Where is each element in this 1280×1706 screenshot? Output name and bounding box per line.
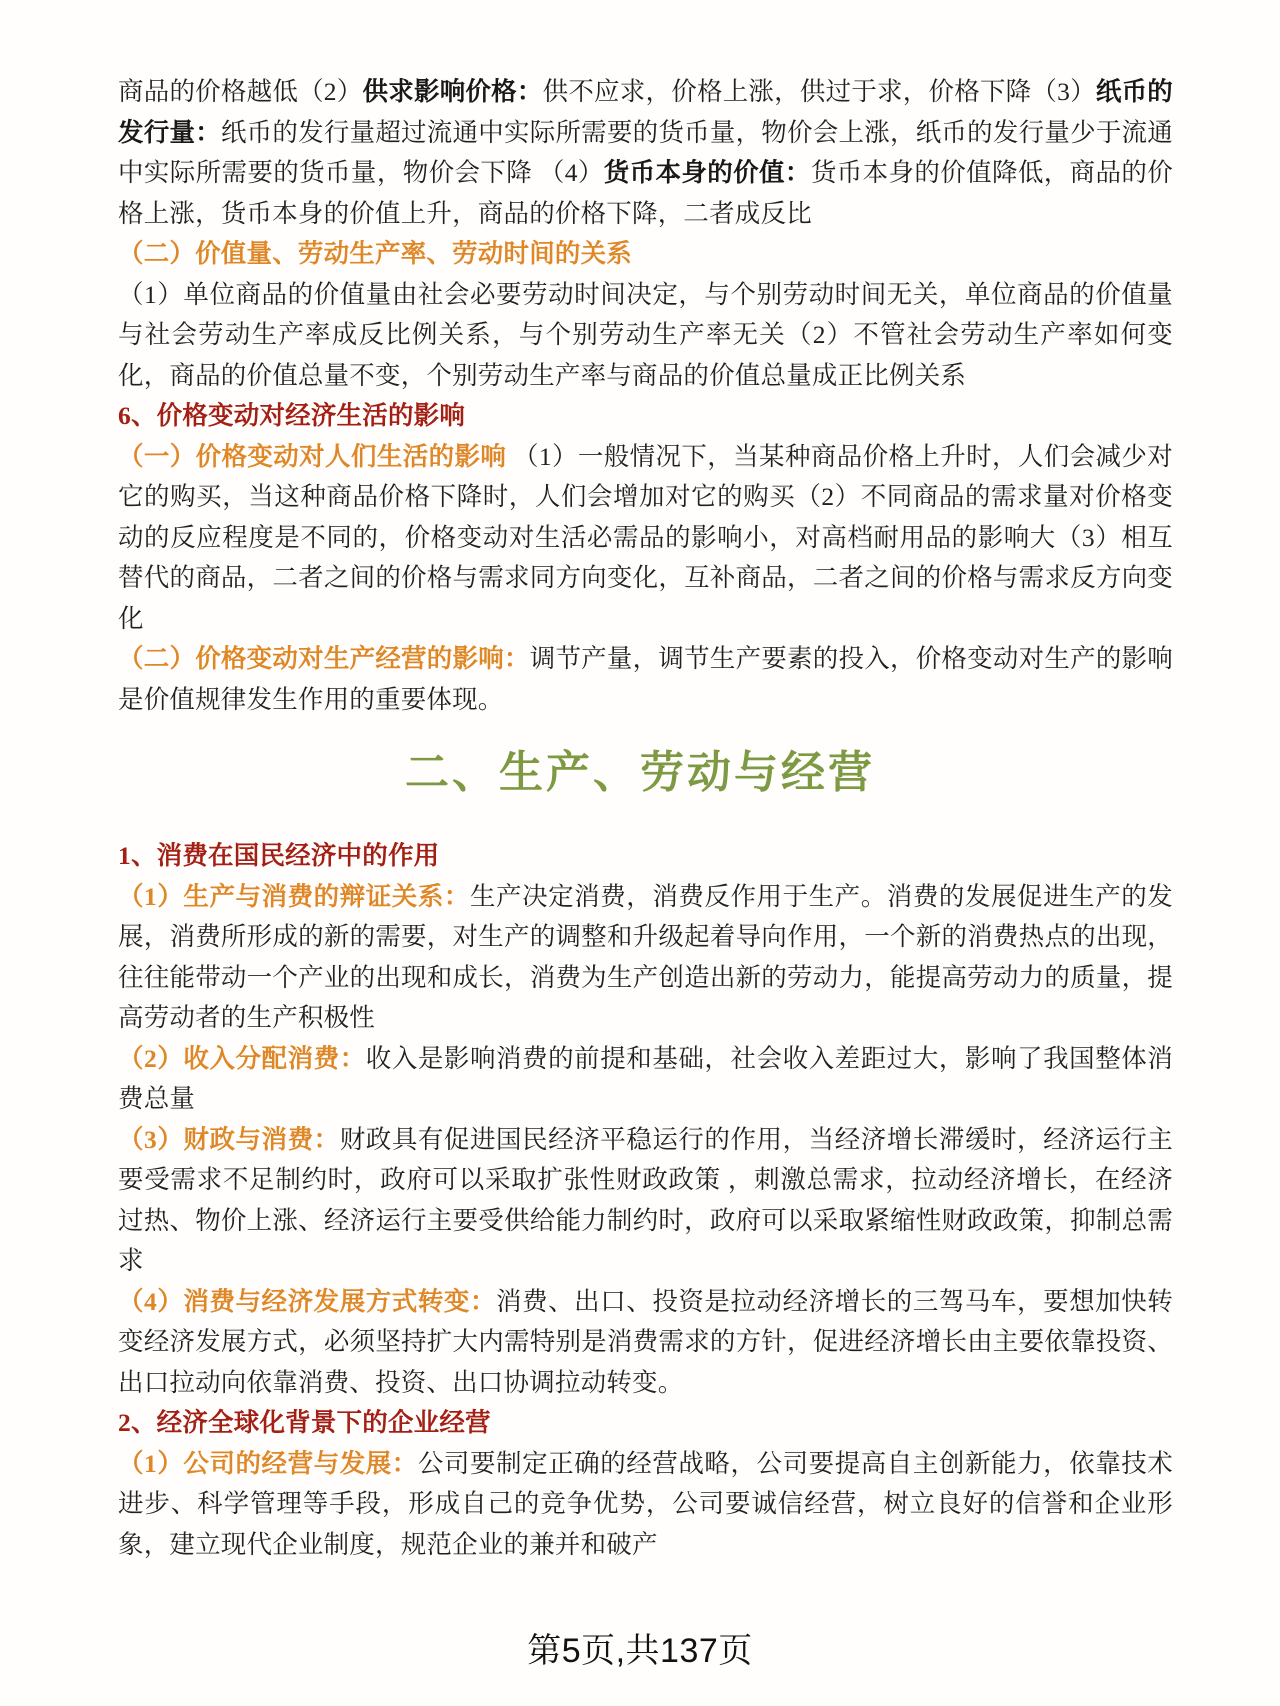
text-income-distribution: 收入是影响消费的前提和基础，社会收入差距过大，影响了我国整体消费总量 [118,1043,1173,1113]
text-company-operation: 公司要制定正确的经营战略，公司要提高自主创新能力，依靠技术进步、科学管理等手段，形成自己的竞争优势，公司要诚信经营，树立良好的信誉和企业形象，建立现代企业制度，规范企业的兼并和破产 [118,1448,1173,1559]
label-development-mode: （4）消费与经济发展方式转变： [118,1286,497,1316]
paragraph-price-factors [118,72,1173,234]
heading-1-consumption-role: 1、消费在国民经济中的作用 [118,841,440,870]
text-run-bold-supply-demand: 供求影响价格： [362,77,543,106]
paragraph-company-operation [118,1444,1173,1566]
paragraph-development-mode [118,1282,1173,1404]
upper-content-block [118,72,1173,720]
text-impact-on-production: 调节产量，调节生产要素的投入，价格变动对生产的影响是价值规律发生作用的重要体现。 [118,644,1173,714]
label-fiscal-consumption: （3）财政与消费： [118,1124,340,1154]
text-production-consumption: 生产决定消费，消费反作用于生产。消费的发展促进生产的发展，消费所形成的新的需要，对生产的调整和升级起着导向作用，一个新的消费热点的出现，往往能带动一个产业的出现和成长，消费为生产创造出新的劳动力，能提高劳动力的质量，提高劳动者的生产积极性 [118,881,1173,1032]
heading-2-globalization-enterprise: 2、经济全球化背景下的企业经营 [118,1408,491,1437]
text-run-plain-3: 纸币的发行量超过流通中实际所需要的货币量，物价会上涨，纸币的发行量少于流通中实际所需要的货币量，物价会下降 （4） [118,117,1173,187]
text-fiscal-consumption: 财政具有促进国民经济平稳运行的作用，当经济增长滞缓时，经济运行主要受需求不足制约时，政府可以采取扩张性财政政策 ，刺激总需求，拉动经济增长，在经济过热、物价上涨、经济运行主要受供给能力制约时，政府可以采取紧缩性财政政策，抑制总需求 [118,1124,1173,1275]
text-development-mode: 消费、出口、投资是拉动经济增长的三驾马车，要想加快转变经济发展方式，必须坚持扩大内需特别是消费需求的方针，促进经济增长由主要依靠投资、出口拉动向依靠消费、投资、出口协调拉动转变。 [118,1286,1173,1397]
label-company-operation: （1）公司的经营与发展： [118,1448,418,1478]
text-run-plain: 商品的价格越低（2） [118,77,363,106]
heading-value-labor-relation: （二）价值量、劳动生产率、劳动时间的关系 [118,239,633,268]
section-title-production-labor-management: 二、生产、劳动与经营 [405,748,875,797]
text-run-plain-2: 供不应求，价格上涨，供过于求，价格下降（3） [542,77,1096,106]
label-impact-on-life: （一）价格变动对人们生活的影响 [118,441,507,471]
paragraph-impact-on-life [118,437,1173,640]
label-production-consumption: （1）生产与消费的辩证关系： [118,881,470,911]
paragraph-value-labor-detail: （1）单位商品的价值量由社会必要劳动时间决定，与个别劳动时间无关，单位商品的价值量与社会劳动生产率成反比例关系，与个别劳动生产率无关（2）不管社会劳动生产率如何变化，商品的价值总量不变，个别劳动生产率与商品的价值总量成正比例关系 [118,279,1173,390]
paragraph-fiscal-consumption [118,1120,1173,1282]
paragraph-production-consumption [118,877,1173,1039]
label-impact-on-production: （二）价格变动对生产经营的影响： [118,644,530,673]
text-run-bold-currency-value: 货币本身的价值： [603,158,811,187]
paragraph-income-distribution [118,1039,1173,1120]
lower-content-block [118,836,1173,1565]
label-income-distribution: （2）收入分配消费： [118,1043,366,1073]
text-run-plain-4: 货币本身的价值降低，商品的价格上涨，货币本身的价值上升，商品的价格下降，二者成反比 [118,158,1173,228]
page-number-footer: 第5页,共137页 [527,1632,753,1670]
heading-6-price-change-impact: 6、价格变动对经济生活的影响 [118,401,466,430]
text-impact-on-life: （1）一般情况下，当某种商品价格上升时，人们会减少对它的购买，当这种商品价格下降时，人们会增加对它的购买（2）不同商品的需求量对价格变动的反应程度是不同的，价格变动对生活必需品的影响小，对高档耐用品的影响大（3）相互替代的商品，二者之间的价格与需求同方向变化，互补商品，二者之间的价格与需求反方向变化 [118,441,1173,633]
text-run-bold-paper-money: 纸币的发行量： [118,77,1173,147]
paragraph-impact-on-production [118,639,1173,720]
